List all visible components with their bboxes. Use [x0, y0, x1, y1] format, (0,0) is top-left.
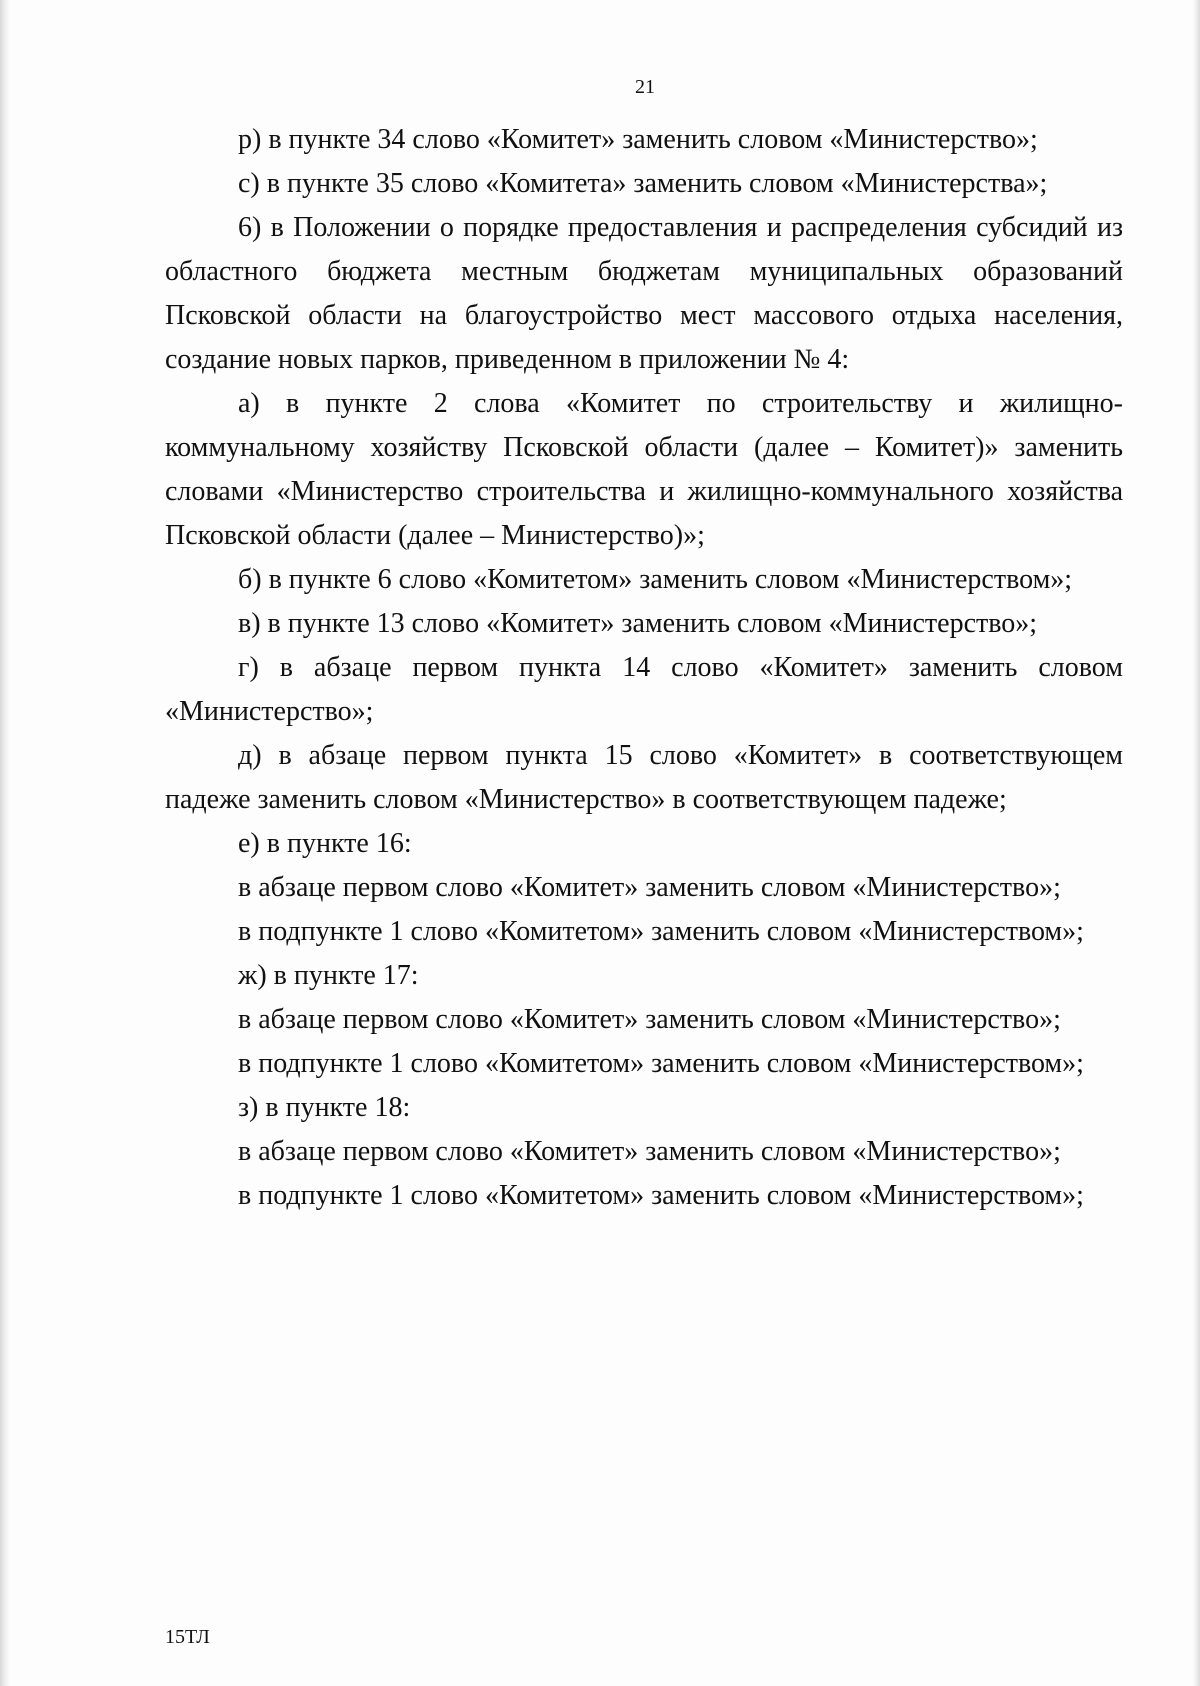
paragraph-g: г) в абзаце первом пункта 14 слово «Комитет» заменить словом «Министерство»;	[165, 652, 1123, 727]
paragraph-z: з) в пункте 18:	[238, 1092, 411, 1123]
paragraph-zh-podpunkt: в подпункте 1 слово «Комитетом» заменить словом «Министерством»;	[238, 1048, 1084, 1079]
paragraph-6: 6) в Положении о порядке предоставления и распределения субсидий из областного бюджета местным бюджетам муниципальных образований Псковской области на благоустройство мест массового отдыха населения, создание новых парков, приведенном в приложении № 4:	[165, 212, 1123, 375]
paragraph-z-podpunkt: в подпункте 1 слово «Комитетом» заменить словом «Министерством»;	[238, 1180, 1084, 1211]
paragraph-d: д) в абзаце первом пункта 15 слово «Комитет» в соответствующем падеже заменить словом «Министерство» в соответствующем падеже;	[165, 740, 1123, 815]
paragraph-e: е) в пункте 16:	[238, 828, 412, 859]
footer-code: 15ТЛ	[165, 1626, 210, 1648]
paragraph-v: в) в пункте 13 слово «Комитет» заменить словом «Министерство»;	[238, 608, 1038, 639]
document-body	[165, 118, 1123, 1218]
paragraph-r: р) в пункте 34 слово «Комитет» заменить словом «Министерство»;	[238, 124, 1038, 155]
paragraph-zh-abzac: в абзаце первом слово «Комитет» заменить словом «Министерство»;	[238, 1004, 1061, 1035]
paragraph-s: с) в пункте 35 слово «Комитета» заменить словом «Министерства»;	[238, 168, 1048, 199]
page-number: 21	[635, 76, 655, 98]
scan-edge-right	[1192, 0, 1200, 1686]
paragraph-z-abzac: в абзаце первом слово «Комитет» заменить словом «Министерство»;	[238, 1136, 1061, 1167]
paragraph-e-abzac: в абзаце первом слово «Комитет» заменить словом «Министерство»;	[238, 872, 1061, 903]
paragraph-e-podpunkt: в подпункте 1 слово «Комитетом» заменить словом «Министерством»;	[238, 916, 1084, 947]
paragraph-zh: ж) в пункте 17:	[238, 960, 419, 991]
scan-edge-left	[0, 0, 10, 1686]
paragraph-a: а) в пункте 2 слова «Комитет по строительству и жилищно-коммунальному хозяйству Псковской области (далее – Комитет)» заменить словами «Министерство строительства и жилищно-коммунального хозяйства Псковской области (далее – Министерство)»;	[165, 388, 1123, 551]
paragraph-b: б) в пункте 6 слово «Комитетом» заменить словом «Министерством»;	[238, 564, 1073, 595]
